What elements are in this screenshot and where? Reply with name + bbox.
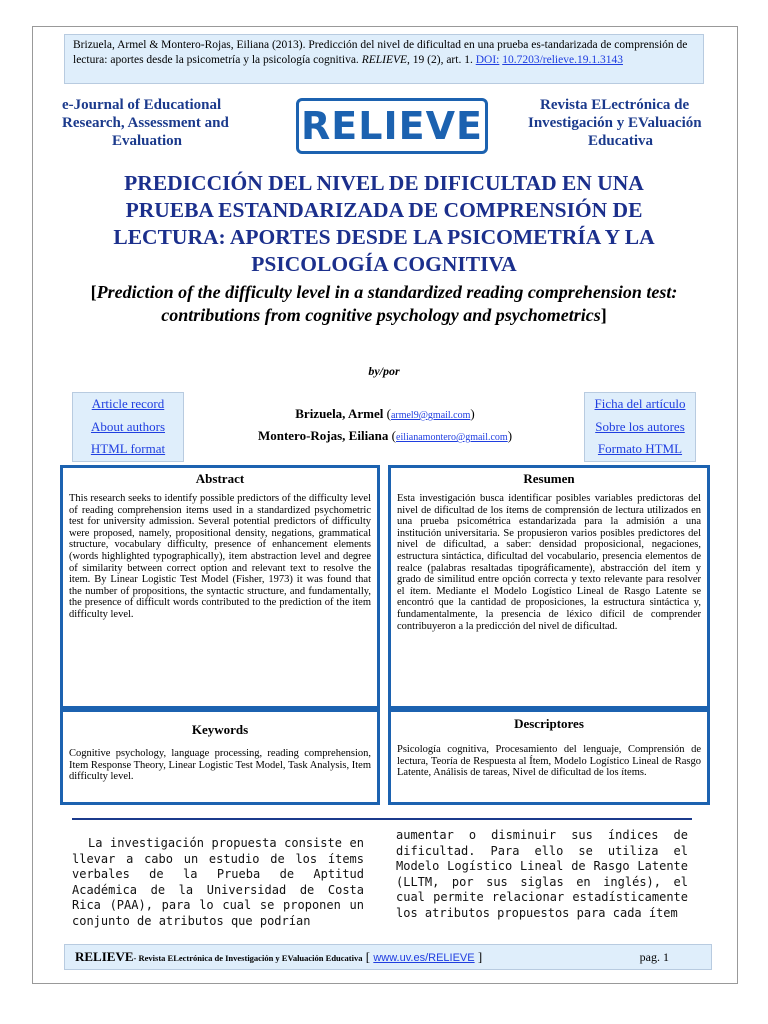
article-record-link[interactable]: Article record [91, 396, 165, 411]
author-email[interactable]: armel9@gmail.com [390, 410, 471, 421]
author-email[interactable]: eilianamontero@gmail.com [396, 432, 508, 443]
links-en [72, 392, 184, 462]
doi-label-link[interactable]: DOI: [475, 54, 500, 66]
bracket-open: [ [90, 282, 97, 302]
citation-box [64, 34, 704, 84]
formato-html-link[interactable]: Formato HTML [597, 441, 683, 456]
journal-title-es-line: Educativa [588, 133, 654, 149]
resumen-heading: Resumen [523, 471, 575, 486]
resumen-box [388, 465, 710, 709]
journal-title-en-line: Research, Assessment and [62, 115, 229, 131]
resumen-text: Esta investigación busca identificar posibles variables predictoras del nivel de dificultad de los ítems de comprensión de lectura utilizados en una prueba psicométrica estandarizada para la admisión a una institución universitaria. Se propusieron varios posibles predictores del nivel de dificultad, a saber: densidad proposicional, negaciones, estructura sintáctica, dificultad del vocabulario, presencia elementos de realce (palabras resaltadas tipográficamente), abstracción del ítem y grado de similitud entre opción correcta y texto relevante para resolver el ítem. Mediante el Modelo Logístico Lineal de Rasgo Latente se encontró que la cantidad de proposiciones, la estructura sintáctica y, fundamentalmente, la presencia de léxico difícil de comprender contribuyeron a la predicción del nivel de dificultad. [397, 493, 701, 632]
byline: by/por [368, 364, 400, 378]
keywords-box [60, 709, 380, 805]
descriptores-box [388, 709, 710, 805]
page-number: pag. 1 [639, 950, 669, 964]
journal-title-en-line: Evaluation [112, 133, 183, 149]
descriptores-heading: Descriptores [514, 716, 584, 731]
citation-journal: RELIEVE [361, 54, 408, 66]
logo-text: RELIEVE [301, 104, 483, 148]
about-authors-link[interactable]: About authors [90, 418, 166, 434]
abstract-box [60, 465, 380, 709]
footer-website-link[interactable]: www.uv.es/RELIEVE [373, 952, 475, 964]
journal-title-es [528, 96, 728, 150]
journal-title-en-line: e-Journal of Educational [62, 97, 222, 113]
section-divider [72, 818, 692, 820]
html-format-link[interactable]: HTML format [90, 441, 166, 456]
journal-title-es-line: Revista ELectrónica de [540, 97, 690, 113]
footer-bracket-open: [ [365, 949, 371, 964]
citation-text: Brizuela, Armel & Montero-Rojas, Eiliana (2013). Predicción del nivel de dificultad en una prueba es-tandarizada de comprensión de lectura: aportes desde la psicometría y la psicología cognitiva. [73, 39, 688, 66]
citation-issue: , 19 (2), art. 1. [407, 54, 473, 66]
keywords-text: Cognitive psychology, language processing, reading comprehension, Item Response Theory, Linear Logistic Test Model, Task Analysis, Item difficulty level. [69, 748, 371, 783]
doi-link[interactable]: 10.7203/relieve.19.1.3143 [502, 54, 623, 66]
bracket-close: ] [600, 305, 607, 325]
footer-bracket-close: ] [477, 949, 483, 964]
title-en-text: Prediction of the difficulty level in a standardized reading comprehension test: contributions from cognitive psychology and psychometrics [96, 282, 678, 325]
relieve-logo [296, 98, 488, 154]
ficha-articulo-link[interactable]: Ficha del artículo [594, 396, 686, 411]
keywords-heading: Keywords [191, 722, 249, 737]
links-es [584, 392, 696, 462]
author-name: Montero-Rojas, Eiliana [257, 428, 389, 443]
journal-title-es-line: Investigación y EValuación [528, 115, 702, 131]
body-column-right: aumentar o disminuir sus índices de dificultad. Para ello se utiliza el Modelo Logístico Lineal de Rasgo Latente (LLTM, por sus siglas en inglés), el cual permite relacionar estadísticamente los atributos propuestos para cada ítem [396, 828, 688, 920]
author-2: Montero-Rojas, Eiliana (eilianamontero@gmail.com) [257, 428, 513, 443]
abstract-heading: Abstract [195, 471, 245, 486]
authors [200, 404, 570, 448]
sobre-autores-link[interactable]: Sobre los autores [595, 418, 685, 434]
article-title-es: PREDICCIÓN DEL NIVEL DE DIFICULTAD EN UNA PRUEBA ESTANDARIZADA DE COMPRENSIÓN DE LECTURA: APORTES DESDE LA PSICOMETRÍA Y LA PSICOLOGÍA COGNITIVA [113, 171, 655, 276]
footer-journal-name: RELIEVE [75, 949, 134, 964]
article-title-en [90, 281, 678, 327]
author-name: Brizuela, Armel [295, 406, 384, 421]
abstract-text: This research seeks to identify possible predictors of the difficulty level of reading comprehension items used in a standardized psychometric test for university admission. Several potential predictors of difficulty were proposed, namely, propositional density, negations, grammatical structure, vocabulary difficulty, presence of enhancement elements (words highlighted typographically), item abstraction level and degree of similarity between correct option and relevant text to resolve the item. By Linear Logistic Test Model (Fisher, 1973) it was found that the number of propositions, the syntactic structure, and fundamentally, the presence of difficult words contributed to the prediction of the item difficulty level. [69, 493, 371, 620]
footer-journal-subtitle: - Revista ELectrónica de Investigación y EValuación Educativa [133, 953, 363, 963]
journal-title-en [62, 96, 262, 150]
footer-bar [64, 944, 712, 970]
descriptores-text: Psicología cognitiva, Procesamiento del lenguaje, Comprensión de lectura, Teoría de Respuesta al Ítem, Modelo Logístico Lineal de Rasgo Latente, Análisis de tareas, Nivel de dificultad de los ítems. [397, 744, 701, 779]
author-1: Brizuela, Armel (armel9@gmail.com) [295, 406, 475, 421]
body-column-left: La investigación propuesta consiste en llevar a cabo un estudio de los ítems verbales de la Prueba de Aptitud Académica de la Universidad de Costa Rica (PAA), para lo cual se proponen un conjunto de atributos que podrían [72, 836, 364, 928]
